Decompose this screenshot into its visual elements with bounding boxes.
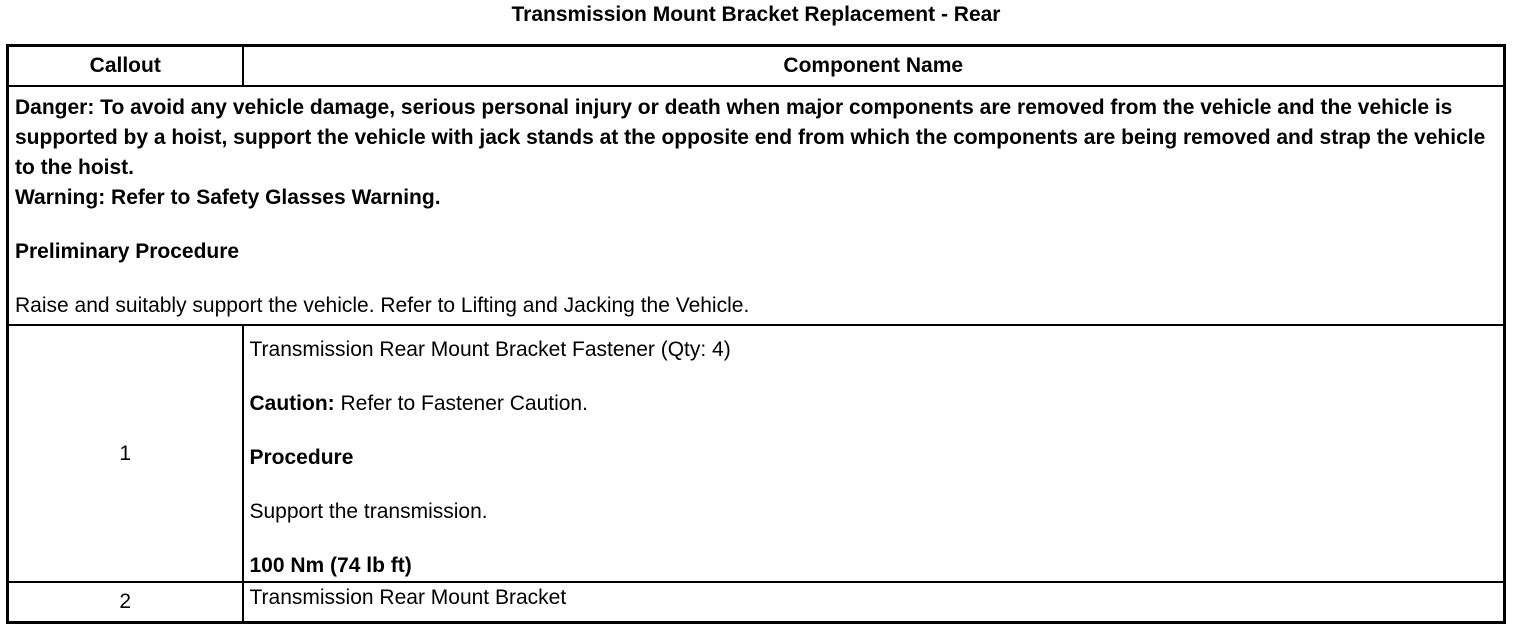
table-row: [8, 582, 1505, 623]
procedure-text: Support the transmission.: [249, 500, 488, 523]
column-header-component-name: Component Name: [243, 46, 1505, 87]
danger-notice: Danger: To avoid any vehicle damage, serious personal injury or death when major components are removed from the vehicle and the vehicle is supported by a hoist, support the vehicle with jack stands at the opposite end from which the components are being removed and strap the vehicle to the hoist.: [15, 96, 1486, 179]
caution-label: Caution:: [249, 392, 335, 415]
table-row: [8, 325, 1505, 582]
preliminary-procedure-text: Raise and suitably support the vehicle. Refer to Lifting and Jacking the Vehicle.: [15, 294, 750, 317]
component-name: Transmission Rear Mount Bracket Fastener (Qty: 4): [249, 338, 731, 361]
torque-spec: 100 Nm (74 lb ft): [249, 554, 412, 577]
component-cell: [243, 325, 1505, 582]
warning-notice: Warning: Refer to Safety Glasses Warning.: [15, 186, 441, 209]
preliminary-procedure-heading: Preliminary Procedure: [15, 240, 240, 263]
callout-number: 1: [8, 325, 243, 582]
caution-notice: [250, 389, 1498, 419]
callout-number: 2: [8, 582, 243, 623]
component-name: Transmission Rear Mount Bracket: [243, 582, 1505, 623]
intro-cell: [8, 86, 1505, 325]
procedure-heading: Procedure: [249, 446, 354, 469]
caution-text: Refer to Fastener Caution.: [334, 392, 588, 415]
table-header-row: [8, 46, 1505, 87]
column-header-callout: Callout: [8, 46, 243, 87]
page-title: Transmission Mount Bracket Replacement - Rear: [511, 3, 1001, 26]
intro-row: [8, 86, 1505, 325]
procedure-table: [6, 44, 1506, 624]
